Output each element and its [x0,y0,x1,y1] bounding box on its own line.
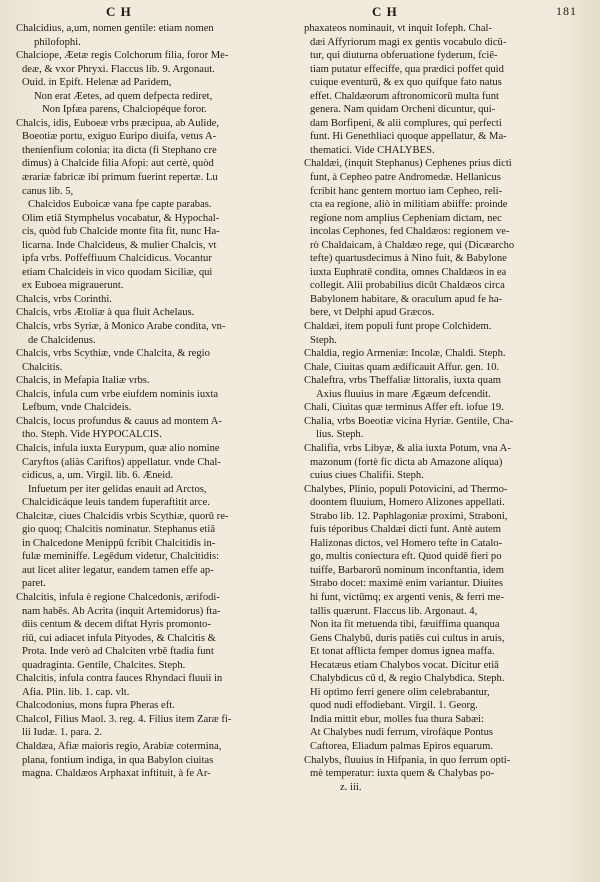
text-line: fcribit hanc gentem mortuo iam Cepheo, reli- [310,185,503,197]
text-line: Chalybes, Plinio, populi Potovicini, ad Thermo- [304,483,508,495]
text-line: doontem fluuium, Homero Alizones appellati. [310,497,505,509]
text-line: Prota. Inde verò ad Chalciten vrbē ftadia funt [22,646,214,658]
text-line: dam Borfipeni, & alii complures, qui perfecti [310,117,502,129]
text-line: quod nudi effodiebant. Virgil. 1. Georg. [310,700,478,712]
center-header-letters: C H [372,4,398,19]
text-line: Chaldæi, item populi funt prope Colchidem. [304,321,492,333]
text-line: bere, vt Delphi apud Græcos. [310,307,435,319]
text-line: riū, cui adiacet infula Pityodes, & Chalcitis & [22,632,216,644]
text-line: Chale, Ciuitas quam ædificauit Affur. gen. 10. [304,361,500,373]
text-line: canus lib. 5, [22,185,74,197]
text-line: Chalybdicus cū d, & regio Chalybdica. Steph. [310,673,505,685]
text-line: Chaldia, regio Armeniæ: Incolæ, Chaldi. Steph. [304,348,506,360]
text-line: lii Iudæ. 1. para. 2. [22,727,103,739]
text-line: Babylonem habitare, & oraculum apud fe ha- [310,293,503,305]
text-line: in Chalcedone Menippū fcribit Chalcitidis in- [22,537,216,549]
text-line: Steph. [310,334,337,346]
text-line: etiam Chalcideis in vico quodam Siciliæ, qui [22,266,213,278]
text-line: Et tonat afflicta femper domus ignea maffa. [310,646,495,658]
left-text-column [16,22,288,781]
text-line: dæi Affyriorum magi ex gentis vocabulo dicū- [310,36,507,48]
text-line: tefte) quartusdecimus à Nino fuit, & Babylone [310,253,507,265]
text-line: Caftorea, Eliadum palmas Epiros equarum. [310,740,493,752]
text-line: iuxta Euphratē condita, omnes Chaldæos in ea [310,266,507,278]
text-line: Chalcitis. [22,361,63,373]
text-line: Chalcol, Filius Maol. 3. reg. 4. Filius item Zaræ fi- [16,713,232,725]
text-line: Non erat Æetes, ad quem defpecta rediret, [34,90,213,102]
text-line: plana, fontium indiga, in qua Babylon ciuitas [22,754,214,766]
text-line: funt, à Cepheo patre Andromedæ. Hellanicus [310,172,501,184]
text-line: Chalcis, vrbs Scythiæ, vnde Chalcita, & regio [16,348,210,360]
text-line: Non ita fit metuenda tibi, fæuiffima quanqua [310,619,500,631]
text-line: Axius fluuius in mare Ægæum defcendit. [316,388,491,400]
text-line: Chalcitæ, ciues Chalcidis vrbis Scythiæ, quorū re- [16,510,229,522]
text-line: Strabo docet: maximè enim variantur. Diuites [310,578,503,590]
text-line: Chalcidicáque leuis tandem fuperaftitit arce. [22,497,210,509]
text-line: Chalciope, Æetæ regis Colchorum filia, foror Me- [16,50,229,62]
text-line: thenienfium colonia: ita dicta (fi Stephano cre [22,144,217,156]
text-line: Olim etiā Stymphelus vocabatur, & Hypochal- [22,212,220,224]
text-line: cuius ciues Chalifii. Steph. [310,470,424,482]
text-line: ipfa vrbs. Poffeffiuum Chalcidicus. Vocantur [22,253,212,265]
text-line: thematici. Vide CHALYBES. [310,144,435,156]
text-line: regione nom amplius Cepheniam dictam, nec [310,212,502,224]
text-line: Chalcitis, infula è regione Chalcedonis, ærifodi- [16,591,220,603]
text-line: Ouid. in Epift. Helenæ ad Paridem, [22,77,172,89]
text-line: cidicus, a, um. Virgil. lib. 6. Æneid. [22,470,174,482]
text-line: tuiffe, Barbarorū nominum inconftantia, idem [310,564,504,576]
text-line: Chalcidos Euboicæ vana fpe capte parabas. [28,199,212,211]
text-line: mazonum (fortè fic dicta ab Amazone aliqua) [310,456,503,468]
text-line: deæ, & vxor Phryxi. Flaccus lib. 9. Argonaut. [22,63,215,75]
text-line: Chalybs, fluuius in Hifpania, in quo ferrum opti- [304,754,511,766]
text-line: funt. Hi Genethliaci quoque appellatur, & Ma- [310,131,507,143]
text-line: Halizonas dictos, vel Homero tefte in Catalo- [310,537,503,549]
text-line: fuis téporibus Chaldæi dicti funt. Antè autem [310,524,501,536]
text-line: Chaldæi, (inquit Stephanus) Cephenes prius dicti [304,158,512,170]
text-line: effet. Chaldæorum aftronomicorū multa funt [310,90,499,102]
text-line: licarna. Inde Chalcideus, & mulier Chalcis, vt [22,239,217,251]
text-line: incolas Cephones, fed Chaldæos: regionem ve- [310,226,510,238]
text-line: cta ea regione, aliò in militiam abiiffe: proinde [310,199,508,211]
text-line: Chalcis, vrbs Syriæ, à Monico Arabe condita, vn- [16,321,226,333]
text-line: tur, qui diuturna obferuatione fyderum, fciē- [310,50,498,62]
text-line: z. iii. [340,781,362,793]
text-line: Hecatæus etiam Chalybos vocat. Dicitur etiā [310,659,499,671]
text-line: gio quoq; Chalcitis nominatur. Stephanus etiā [22,524,216,536]
text-line: phaxateos nominauit, vt inquit Iofeph. Chal- [304,23,493,34]
text-line: Caryftos (aliàs Cariftos) appellatur. vnde Chal- [22,456,221,468]
text-line: Hi optimo ferri genere olim celebrabantur, [310,686,490,698]
text-line: Chalcis, locus profundus & cauus ad montem A- [16,415,222,427]
left-header-letters: C H [106,4,132,19]
text-line: cis, quòd fub Chalcide monte fita fit, nunc Ha- [22,226,220,238]
text-line: diis centum & decem diftat Hyris promonto- [22,619,211,631]
text-line: nam habēs. Ab Acrita (inquit Artemidorus) fta- [22,605,221,617]
text-line: de Chalcidenus. [28,334,96,346]
text-line: Chalcis, infula iuxta Eurypum, quæ alio nomine [16,442,220,454]
text-line: Chalcis, infula cum vrbe eiufdem nominis iuxta [16,388,219,400]
text-line: Chalcis, vrbs Ætoliæ à qua fluit Achelaus. [16,307,195,319]
text-line: Chaldæa, Afiæ maioris regio, Arabiæ cotermina, [16,740,222,752]
text-line: Infuetum per iter gelidas enauit ad Arctos, [28,483,207,495]
text-line: paret. [22,578,46,590]
text-line: Non Ipfæa parens, Chalciopéque foror. [42,104,207,116]
text-line: ærariæ fabricæ ibi primum fuerint repertæ. Lu [22,172,218,184]
text-line: Chalifia, vrbs Libyæ, & alia iuxta Potum, vna A- [304,442,511,454]
text-line: lius. Steph. [316,429,364,441]
text-line: Boeotiæ portu, exiguo Euripo diuifa, vetus A- [22,131,217,143]
right-text-column [304,22,584,794]
text-line: Chalcitis, infula contra fauces Rhyndaci fluuii in [16,673,223,685]
text-line: ex Euboea migrauerunt. [22,280,124,292]
text-line: tiam putatur effeciffe, qua prædici poffet quid [310,63,504,75]
text-line: At Chalybes nudi ferrum, virofáque Pontus [310,727,494,739]
text-line: fulæ meminiffe. Legēdum videtur, Chalcitidis: [22,551,220,563]
text-line: Chalcidius, a,um, nomen gentile: etiam nomen [16,23,214,34]
text-line: Lefbum, vnde Chalcideis. [22,402,132,414]
text-line: Chali, Ciuitas quæ terminus Affer eft. iofue 19. [304,402,504,414]
text-line: India mittit ebur, molles fua thura Sabæi: [310,713,485,725]
text-line: aut licet aliter legatur, eandem tamen effe ap- [22,564,214,576]
text-line: genera. Nam quidam Orcheni dicuntur, qui- [310,104,496,116]
text-line: hi funt, victūmq; ex argenti venis, & ferri me- [310,591,504,603]
text-line: cuique eventurū, & ex quo quifque fato natus [310,77,502,89]
text-line: tho. Steph. Vide HYPOCALCIS. [22,429,162,441]
text-line: collegit. Alii probabilius dicūt Chaldæos circa [310,280,505,292]
text-line: mè temperatur: iuxta quem & Chalybas po- [310,768,495,780]
text-line: Strabo lib. 12. Paphlagoniæ proximi, Straboni, [310,510,508,522]
text-line: philofophi. [34,36,81,48]
text-line: Chalia, vrbs Boeotiæ vicina Hyriæ. Gentile, Cha- [304,415,514,427]
text-line: Gens Chalybū, duris patiēs cui cultus in aruis, [310,632,505,644]
text-line: Chalcis, in Mefapia Italiæ vrbs. [16,375,150,387]
text-line: Chalcodonius, mons fupra Pheras eft. [16,700,175,712]
text-line: Chaleftra, vrbs Theffaliæ littoralis, iuxta quam [304,375,502,387]
text-line: rò Chaldaicam, à Chaldæo rege, qui (Dicæarcho [310,239,515,251]
text-line: magna. Chaldæos Arphaxat inftituit, à fe Ar- [22,768,211,780]
text-line: dimus) à Chalcide filia Afopi: aut certè, quòd [22,158,214,170]
page-number: 181 [556,4,577,18]
text-line: go, multis coniectura eft. Quod quidē fieri po [310,551,502,563]
text-line: Chalcis, idis, Euboeæ vrbs præcipua, ab Aulide, [16,117,220,129]
text-line: quadraginta. Gentile, Chalcites. Steph. [22,659,186,671]
text-line: Afia. Plin. lib. 1. cap. vlt. [22,686,130,698]
text-line: Chalcis, vrbs Corinthi. [16,293,112,305]
text-line: tallis quærunt. Flaccus lib. Argonaut. 4, [310,605,478,617]
